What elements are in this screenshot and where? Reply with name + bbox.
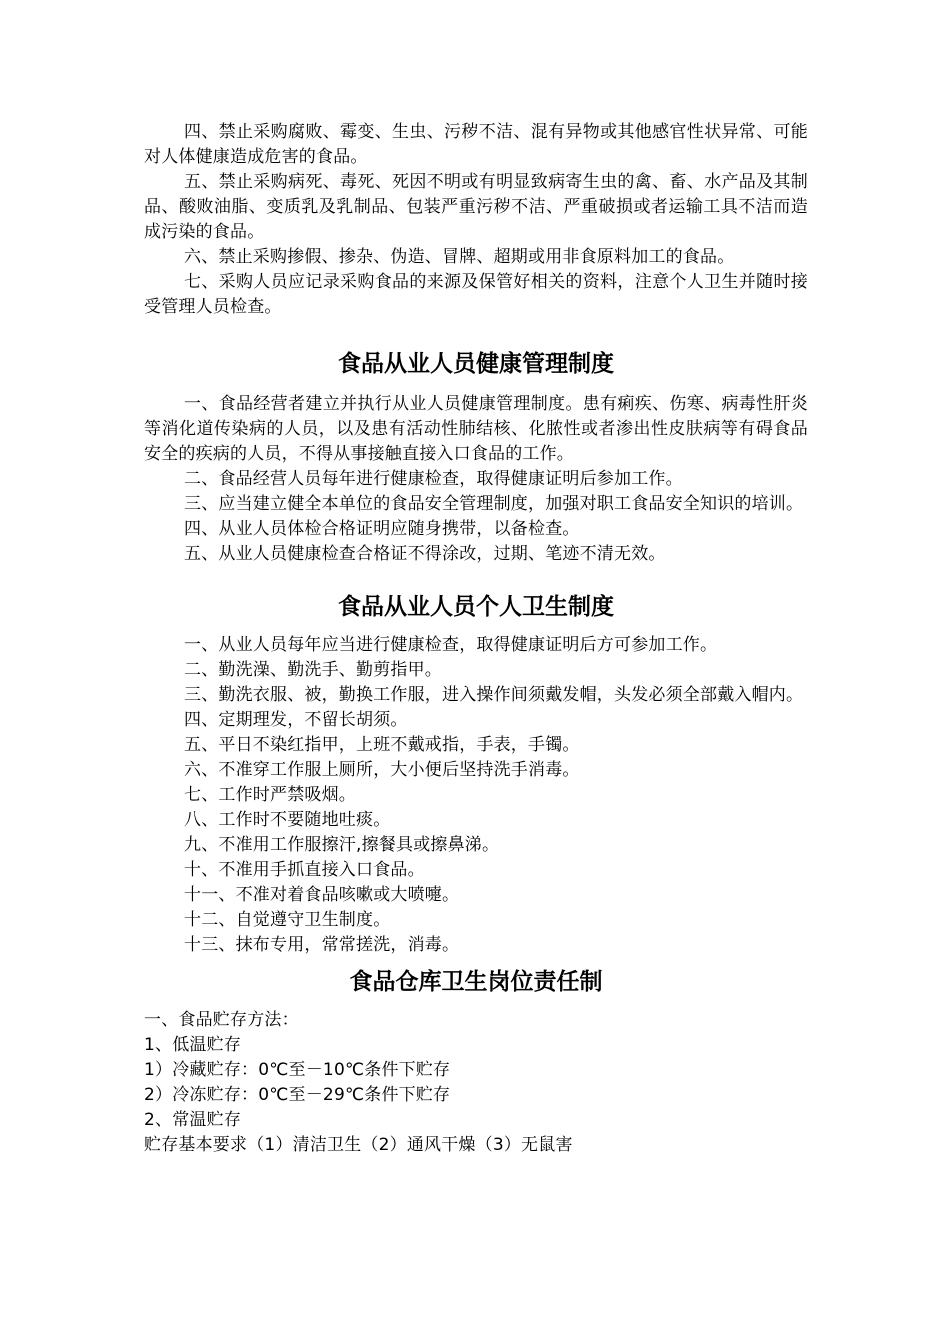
hygiene-rule-9: 九、不准用工作服擦汗,擦餐具或擦鼻涕。 — [184, 835, 500, 855]
personal-hygiene-section — [144, 633, 808, 958]
purchase-rule-4: 四、禁止采购腐败、霉变、生虫、污秽不洁、混有异物或其他感官性状异常、可能对人体健康造成危害的食品。 — [144, 122, 808, 167]
health-management-heading: 食品从业人员健康管理制度 — [338, 351, 614, 377]
hygiene-rule-6: 六、不准穿工作服上厕所，大小便后坚持洗手消毒。 — [184, 760, 580, 780]
warehouse-line-2: 1、低温贮存 — [144, 1035, 242, 1055]
hygiene-rule-10: 十、不准用手抓直接入口食品。 — [184, 860, 425, 880]
hygiene-rule-11: 十一、不准对着食品咳嗽或大喷嚏。 — [184, 885, 460, 905]
hygiene-rule-2: 二、勤洗澡、勤洗手、勤剪指甲。 — [184, 660, 442, 680]
warehouse-line-3: 1）冷藏贮存：0℃至－10℃条件下贮存 — [144, 1060, 451, 1080]
health-rule-3: 三、应当建立健全本单位的食品安全管理制度，加强对职工食品安全知识的培训。 — [184, 494, 804, 514]
purchase-rules-section — [144, 120, 808, 320]
health-rule-5: 五、从业人员健康检查合格证不得涂改，过期、笔迹不清无效。 — [184, 544, 666, 564]
health-management-section — [144, 392, 808, 567]
document-page — [144, 120, 808, 1158]
hygiene-rule-5: 五、平日不染红指甲，上班不戴戒指，手表，手镯。 — [184, 735, 580, 755]
purchase-rule-5: 五、禁止采购病死、毒死、死因不明或有明显致病寄生虫的禽、畜、水产品及其制品、酸败油脂、变质乳及乳制品、包装严重污秽不洁、严重破损或者运输工具不洁而造成污染的食品。 — [144, 172, 808, 242]
hygiene-rule-7: 七、工作时严禁吸烟。 — [184, 785, 356, 805]
hygiene-rule-3: 三、勤洗衣服、被，勤换工作服，进入操作间须戴发帽，头发必须全部戴入帽内。 — [184, 685, 804, 705]
hygiene-rule-12: 十二、自觉遵守卫生制度。 — [184, 910, 391, 930]
hygiene-rule-8: 八、工作时不要随地吐痰。 — [184, 810, 391, 830]
warehouse-line-5: 2、常温贮存 — [144, 1110, 242, 1130]
purchase-rule-6: 六、禁止采购掺假、掺杂、伪造、冒牌、超期或用非食原料加工的食品。 — [184, 247, 735, 267]
warehouse-line-1: 一、食品贮存方法： — [144, 1010, 299, 1030]
purchase-rule-7: 七、采购人员应记录采购食品的来源及保管好相关的资料，注意个人卫生并随时接受管理人员检查。 — [144, 272, 808, 317]
hygiene-rule-4: 四、定期理发，不留长胡须。 — [184, 710, 408, 730]
health-rule-4: 四、从业人员体检合格证明应随身携带，以备检查。 — [184, 519, 580, 539]
warehouse-heading: 食品仓库卫生岗位责任制 — [349, 969, 603, 995]
health-rule-2: 二、食品经营人员每年进行健康检查，取得健康证明后参加工作。 — [184, 469, 683, 489]
warehouse-section — [144, 1008, 808, 1158]
warehouse-line-4: 2）冷冻贮存：0℃至－29℃条件下贮存 — [144, 1085, 451, 1105]
hygiene-rule-13: 十三、抹布专用，常常搓洗，消毒。 — [184, 935, 460, 955]
warehouse-line-6: 贮存基本要求（1）清洁卫生（2）通风干燥（3）无鼠害 — [144, 1135, 573, 1155]
hygiene-rule-1: 一、从业人员每年应当进行健康检查，取得健康证明后方可参加工作。 — [184, 635, 718, 655]
health-rule-1: 一、食品经营者建立并执行从业人员健康管理制度。患有痢疾、伤寒、病毒性肝炎等消化道传染病的人员，以及患有活动性肺结核、化脓性或者渗出性皮肤病等有碍食品安全的疾病的人员，不得从事接触直接入口食品的工作。 — [144, 394, 808, 464]
personal-hygiene-heading: 食品从业人员个人卫生制度 — [338, 594, 614, 620]
